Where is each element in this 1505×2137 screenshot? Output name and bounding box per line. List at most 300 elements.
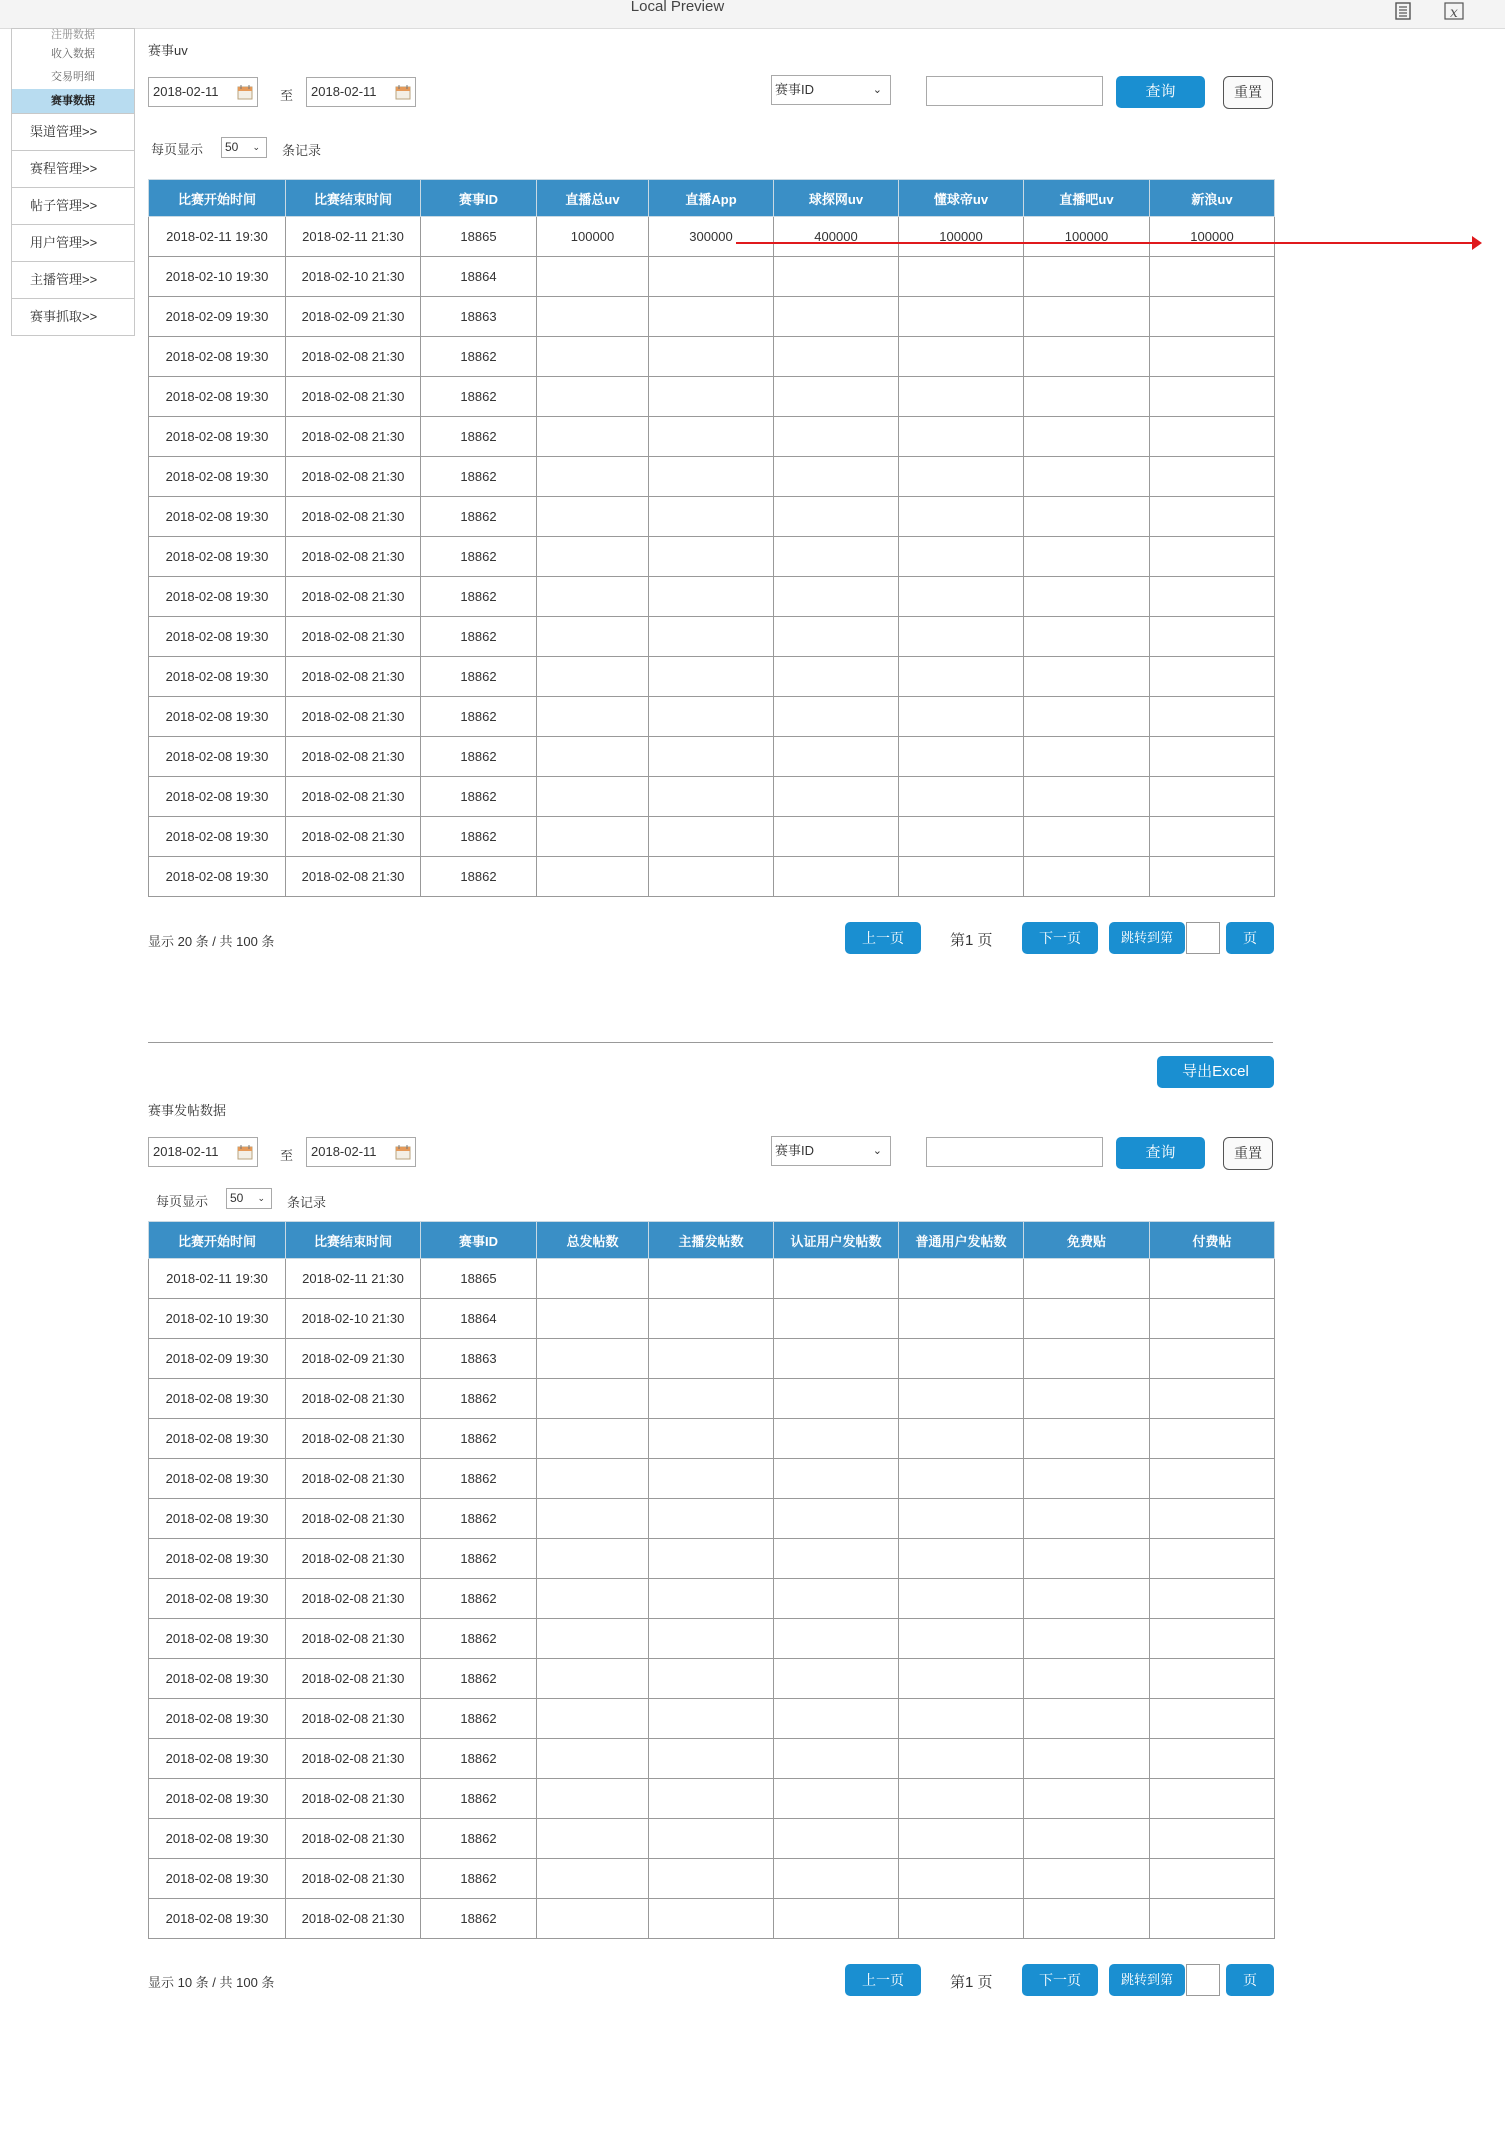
table-cell — [1024, 1819, 1150, 1859]
table-row — [149, 697, 1275, 737]
window-title: Local Preview — [630, 0, 725, 15]
uv-date-to-input[interactable] — [306, 77, 416, 107]
table-cell — [899, 1699, 1024, 1739]
table-cell — [1024, 1539, 1150, 1579]
column-header: 直播吧uv — [1024, 180, 1150, 217]
table-cell — [899, 497, 1024, 537]
table-cell — [1150, 1539, 1275, 1579]
table-cell: 2018-02-09 21:30 — [286, 297, 421, 337]
table-cell — [899, 657, 1024, 697]
table-cell — [1024, 657, 1150, 697]
table-cell: 18862 — [421, 657, 537, 697]
table-cell — [1024, 857, 1150, 897]
table-cell — [1150, 817, 1275, 857]
uv-date-from-value: 2018-02-11 — [153, 84, 219, 99]
table-cell — [774, 1779, 899, 1819]
document-icon[interactable] — [1393, 2, 1413, 20]
table-cell — [774, 1419, 899, 1459]
table-cell: 18862 — [421, 1459, 537, 1499]
table-cell — [899, 1579, 1024, 1619]
table-cell — [774, 577, 899, 617]
table-cell: 2018-02-08 19:30 — [149, 697, 286, 737]
table-cell — [1150, 1739, 1275, 1779]
uv-next-page-button[interactable]: 下一页 — [1022, 922, 1098, 954]
posts-records-label: 条记录 — [287, 1195, 327, 1210]
table-cell — [537, 417, 649, 457]
column-header: 比赛结束时间 — [286, 1222, 421, 1259]
table-cell: 2018-02-08 21:30 — [286, 537, 421, 577]
sidebar-subitem-income[interactable]: 收入数据 — [51, 48, 95, 60]
table-cell: 2018-02-08 19:30 — [149, 417, 286, 457]
uv-page-suffix-button[interactable]: 页 — [1226, 922, 1274, 954]
table-cell: 18862 — [421, 417, 537, 457]
table-cell — [1150, 457, 1275, 497]
table-cell — [537, 1419, 649, 1459]
table-cell: 18862 — [421, 537, 537, 577]
table-cell: 18862 — [421, 1499, 537, 1539]
uv-id-select-value: 赛事ID — [775, 82, 815, 97]
table-cell — [774, 297, 899, 337]
table-cell: 2018-02-10 19:30 — [149, 257, 286, 297]
posts-date-to-input[interactable] — [306, 1137, 416, 1167]
table-cell — [537, 737, 649, 777]
table-cell — [1024, 697, 1150, 737]
table-cell — [899, 1779, 1024, 1819]
table-row — [149, 1339, 1275, 1379]
uv-footer-info: 显示 20 条 / 共 100 条 — [148, 934, 275, 949]
table-cell: 2018-02-08 19:30 — [149, 377, 286, 417]
table-cell — [537, 1659, 649, 1699]
table-cell — [1024, 417, 1150, 457]
table-cell — [537, 1859, 649, 1899]
table-cell — [774, 1379, 899, 1419]
table-cell — [537, 1299, 649, 1339]
chevron-down-icon: ⌄ — [872, 84, 882, 96]
table-cell — [649, 297, 774, 337]
posts-page-suffix-button[interactable]: 页 — [1226, 1964, 1274, 1996]
table-cell: 2018-02-08 21:30 — [286, 497, 421, 537]
uv-per-page-label: 每页显示 — [151, 142, 204, 157]
table-cell: 2018-02-11 19:30 — [149, 1259, 286, 1299]
table-row — [149, 1659, 1275, 1699]
table-cell — [537, 817, 649, 857]
table-cell — [899, 857, 1024, 897]
table-cell — [1024, 1739, 1150, 1779]
sidebar-subitem-transactions[interactable]: 交易明细 — [51, 71, 95, 83]
sidebar-item-users[interactable]: 用户管理>> — [11, 225, 135, 262]
uv-jump-button[interactable]: 跳转到第 — [1109, 922, 1185, 954]
table-cell — [1150, 1819, 1275, 1859]
column-header: 懂球帝uv — [899, 180, 1024, 217]
table-row — [149, 777, 1275, 817]
table-cell — [1150, 1299, 1275, 1339]
table-cell — [899, 1419, 1024, 1459]
table-cell — [537, 497, 649, 537]
table-cell: 2018-02-08 19:30 — [149, 1779, 286, 1819]
uv-date-to-value: 2018-02-11 — [311, 84, 377, 99]
posts-footer-info: 显示 10 条 / 共 100 条 — [148, 1975, 275, 1990]
uv-page-size-select[interactable] — [221, 137, 267, 158]
table-cell — [899, 457, 1024, 497]
table-cell — [1024, 1859, 1150, 1899]
table-cell — [1150, 537, 1275, 577]
table-cell — [774, 1539, 899, 1579]
table-cell: 18862 — [421, 457, 537, 497]
sidebar-item-posts[interactable]: 帖子管理>> — [11, 188, 135, 225]
chevron-down-icon: ⌄ — [257, 1193, 265, 1203]
window-titlebar — [0, 0, 1505, 29]
table-cell — [1150, 1379, 1275, 1419]
arrow-right-icon — [1472, 236, 1482, 250]
sidebar-item-crawl[interactable]: 赛事抓取>> — [11, 299, 135, 336]
table-cell — [1150, 377, 1275, 417]
table-cell — [899, 417, 1024, 457]
posts-search-input[interactable] — [926, 1137, 1103, 1167]
table-cell — [1024, 577, 1150, 617]
uv-id-select[interactable] — [771, 75, 891, 105]
table-cell — [774, 1699, 899, 1739]
table-cell — [774, 1579, 899, 1619]
table-cell: 18864 — [421, 1299, 537, 1339]
table-cell: 18862 — [421, 817, 537, 857]
table-cell — [1150, 1459, 1275, 1499]
uv-page-size-value: 50 — [225, 140, 239, 154]
table-cell: 18862 — [421, 777, 537, 817]
posts-reset-button[interactable]: 重置 — [1223, 1137, 1273, 1170]
table-cell — [649, 417, 774, 457]
table-cell — [899, 817, 1024, 857]
table-cell: 18862 — [421, 857, 537, 897]
table-cell: 2018-02-08 19:30 — [149, 617, 286, 657]
table-cell — [774, 657, 899, 697]
svg-text:x: x — [1450, 5, 1458, 20]
table-cell: 2018-02-08 19:30 — [149, 1419, 286, 1459]
table-cell — [1024, 777, 1150, 817]
table-cell — [649, 337, 774, 377]
posts-query-button[interactable]: 查询 — [1116, 1137, 1205, 1169]
table-cell: 18862 — [421, 577, 537, 617]
table-cell — [649, 1659, 774, 1699]
table-cell — [537, 297, 649, 337]
table-cell: 18865 — [421, 1259, 537, 1299]
uv-records-label: 条记录 — [282, 143, 322, 158]
posts-prev-page-button[interactable]: 上一页 — [845, 1964, 921, 1996]
table-cell: 2018-02-08 19:30 — [149, 657, 286, 697]
table-cell: 2018-02-08 19:30 — [149, 777, 286, 817]
table-cell — [1024, 297, 1150, 337]
calendar-icon[interactable] — [237, 1144, 253, 1160]
table-cell — [537, 617, 649, 657]
table-cell: 18863 — [421, 1339, 537, 1379]
table-row — [149, 1459, 1275, 1499]
table-cell — [649, 1699, 774, 1739]
uv-jump-input[interactable] — [1186, 922, 1220, 954]
table-cell — [537, 777, 649, 817]
table-cell — [1024, 377, 1150, 417]
table-cell — [774, 617, 899, 657]
table-cell — [774, 1739, 899, 1779]
column-header: 比赛开始时间 — [149, 1222, 286, 1259]
table-cell — [774, 857, 899, 897]
table-cell — [1024, 497, 1150, 537]
table-row — [149, 1899, 1275, 1939]
table-cell — [649, 1819, 774, 1859]
sidebar-item-channels[interactable]: 渠道管理>> — [11, 113, 135, 151]
table-cell — [537, 1379, 649, 1419]
table-cell: 2018-02-08 21:30 — [286, 417, 421, 457]
table-cell — [537, 337, 649, 377]
table-cell — [774, 737, 899, 777]
table-cell — [537, 1739, 649, 1779]
table-cell — [649, 1739, 774, 1779]
table-cell — [1024, 1339, 1150, 1379]
formula-icon[interactable] — [1444, 2, 1464, 20]
table-cell — [1150, 857, 1275, 897]
table-cell: 2018-02-08 21:30 — [286, 1899, 421, 1939]
calendar-icon[interactable] — [237, 84, 253, 100]
table-cell — [1150, 1779, 1275, 1819]
table-cell: 2018-02-08 21:30 — [286, 1779, 421, 1819]
table-cell: 18862 — [421, 1859, 537, 1899]
table-cell — [899, 1539, 1024, 1579]
table-cell: 18862 — [421, 737, 537, 777]
posts-page-size-select[interactable] — [226, 1188, 272, 1209]
table-cell — [1150, 297, 1275, 337]
table-cell — [774, 1899, 899, 1939]
posts-jump-button[interactable]: 跳转到第 — [1109, 1964, 1185, 1996]
table-cell — [1150, 777, 1275, 817]
column-header: 免费贴 — [1024, 1222, 1150, 1259]
column-header: 直播总uv — [537, 180, 649, 217]
table-cell — [1024, 1699, 1150, 1739]
table-cell: 2018-02-08 19:30 — [149, 1459, 286, 1499]
table-cell — [774, 1659, 899, 1699]
annotation-arrow-line — [736, 242, 1472, 244]
table-row — [149, 577, 1275, 617]
table-cell — [899, 697, 1024, 737]
table-cell: 2018-02-08 19:30 — [149, 1739, 286, 1779]
table-cell — [649, 1459, 774, 1499]
table-cell: 2018-02-10 21:30 — [286, 1299, 421, 1339]
table-cell: 18862 — [421, 1659, 537, 1699]
table-cell — [1150, 1659, 1275, 1699]
uv-to-label: 至 — [280, 88, 294, 103]
table-cell — [649, 1499, 774, 1539]
table-row — [149, 497, 1275, 537]
table-cell — [537, 577, 649, 617]
table-cell — [1024, 1659, 1150, 1699]
posts-section-title: 赛事发帖数据 — [148, 1103, 227, 1118]
table-cell — [899, 1499, 1024, 1539]
uv-table — [148, 179, 1275, 897]
table-cell — [537, 1619, 649, 1659]
table-cell: 18862 — [421, 1739, 537, 1779]
uv-table-header — [149, 180, 1275, 217]
table-cell — [899, 1819, 1024, 1859]
table-cell: 2018-02-08 19:30 — [149, 337, 286, 377]
table-cell — [1024, 257, 1150, 297]
table-row — [149, 617, 1275, 657]
posts-table-header — [149, 1222, 1275, 1259]
table-row — [149, 1539, 1275, 1579]
table-cell — [537, 1259, 649, 1299]
table-cell: 2018-02-08 19:30 — [149, 1379, 286, 1419]
table-cell: 18862 — [421, 1419, 537, 1459]
table-cell — [1024, 1299, 1150, 1339]
table-cell — [899, 777, 1024, 817]
table-cell — [537, 1819, 649, 1859]
table-cell: 2018-02-08 21:30 — [286, 1499, 421, 1539]
table-cell: 2018-02-08 21:30 — [286, 377, 421, 417]
table-cell: 2018-02-08 19:30 — [149, 1819, 286, 1859]
table-cell — [1150, 617, 1275, 657]
table-cell — [899, 1659, 1024, 1699]
table-row — [149, 217, 1275, 257]
table-cell: 2018-02-08 21:30 — [286, 1619, 421, 1659]
table-cell: 18862 — [421, 1539, 537, 1579]
uv-prev-page-button[interactable]: 上一页 — [845, 922, 921, 954]
column-header: 主播发帖数 — [649, 1222, 774, 1259]
posts-date-from-input[interactable] — [148, 1137, 258, 1167]
table-row — [149, 1859, 1275, 1899]
table-cell: 2018-02-08 19:30 — [149, 1699, 286, 1739]
posts-to-label: 至 — [280, 1148, 294, 1163]
table-cell — [1150, 1579, 1275, 1619]
uv-date-from-input[interactable] — [148, 77, 258, 107]
table-cell: 2018-02-08 21:30 — [286, 657, 421, 697]
table-cell — [899, 1859, 1024, 1899]
section-divider — [148, 1042, 1273, 1043]
table-cell: 2018-02-11 19:30 — [149, 217, 286, 257]
table-row — [149, 1259, 1275, 1299]
table-cell — [1024, 1579, 1150, 1619]
table-cell — [1024, 737, 1150, 777]
table-cell — [537, 537, 649, 577]
table-row — [149, 1499, 1275, 1539]
table-cell — [537, 1779, 649, 1819]
table-cell: 2018-02-08 19:30 — [149, 817, 286, 857]
table-cell — [1150, 337, 1275, 377]
table-cell: 2018-02-08 21:30 — [286, 1539, 421, 1579]
table-row — [149, 1579, 1275, 1619]
table-cell: 2018-02-08 19:30 — [149, 457, 286, 497]
posts-per-page-label: 每页显示 — [156, 1194, 209, 1209]
uv-query-button[interactable]: 查询 — [1116, 76, 1205, 108]
table-cell — [649, 577, 774, 617]
table-cell — [649, 617, 774, 657]
table-cell: 2018-02-08 21:30 — [286, 1859, 421, 1899]
uv-search-input[interactable] — [926, 76, 1103, 106]
table-row — [149, 297, 1275, 337]
table-cell: 18862 — [421, 497, 537, 537]
table-cell: 2018-02-08 19:30 — [149, 577, 286, 617]
uv-reset-button[interactable]: 重置 — [1223, 76, 1273, 109]
table-cell — [1024, 617, 1150, 657]
posts-id-select[interactable] — [771, 1136, 891, 1166]
table-cell — [649, 537, 774, 577]
table-row — [149, 337, 1275, 377]
table-cell — [1024, 537, 1150, 577]
sidebar-subitem-register[interactable]: 注册数据 — [51, 29, 95, 41]
table-cell — [774, 697, 899, 737]
calendar-icon[interactable] — [395, 1144, 411, 1160]
sidebar-item-anchors[interactable]: 主播管理>> — [11, 262, 135, 299]
table-cell — [1150, 657, 1275, 697]
table-cell — [1150, 1339, 1275, 1379]
table-cell: 2018-02-08 19:30 — [149, 737, 286, 777]
table-cell: 18864 — [421, 257, 537, 297]
table-row — [149, 417, 1275, 457]
table-cell — [774, 377, 899, 417]
table-cell: 18862 — [421, 1899, 537, 1939]
table-cell: 2018-02-08 21:30 — [286, 1579, 421, 1619]
table-cell — [899, 537, 1024, 577]
table-cell — [1150, 697, 1275, 737]
column-header: 比赛开始时间 — [149, 180, 286, 217]
table-cell: 2018-02-08 19:30 — [149, 857, 286, 897]
table-cell: 2018-02-08 21:30 — [286, 617, 421, 657]
table-cell — [537, 697, 649, 737]
table-cell — [1150, 417, 1275, 457]
table-cell — [774, 497, 899, 537]
table-cell: 18862 — [421, 1579, 537, 1619]
table-cell — [774, 257, 899, 297]
table-cell — [899, 1459, 1024, 1499]
table-cell — [899, 617, 1024, 657]
table-row — [149, 657, 1275, 697]
sidebar-item-schedule[interactable]: 赛程管理>> — [11, 151, 135, 188]
table-cell — [1150, 257, 1275, 297]
table-cell: 18865 — [421, 217, 537, 257]
export-excel-button[interactable]: 导出Excel — [1157, 1056, 1274, 1088]
table-row — [149, 1699, 1275, 1739]
table-cell: 18862 — [421, 1779, 537, 1819]
column-header: 直播App — [649, 180, 774, 217]
table-cell: 18862 — [421, 1619, 537, 1659]
table-cell — [649, 457, 774, 497]
calendar-icon[interactable] — [395, 84, 411, 100]
chevron-down-icon: ⌄ — [872, 1145, 882, 1157]
table-cell — [649, 1419, 774, 1459]
table-cell — [649, 817, 774, 857]
table-cell: 2018-02-08 21:30 — [286, 1739, 421, 1779]
posts-next-page-button[interactable]: 下一页 — [1022, 1964, 1098, 1996]
table-cell: 2018-02-08 19:30 — [149, 1539, 286, 1579]
posts-jump-input[interactable] — [1186, 1964, 1220, 1996]
table-row — [149, 537, 1275, 577]
table-cell: 2018-02-08 19:30 — [149, 1499, 286, 1539]
table-cell — [649, 857, 774, 897]
table-cell — [537, 1339, 649, 1379]
posts-page-indicator: 第1 页 — [950, 1974, 993, 1991]
table-cell — [649, 1379, 774, 1419]
table-cell — [537, 1499, 649, 1539]
table-cell — [537, 1579, 649, 1619]
table-cell: 2018-02-10 19:30 — [149, 1299, 286, 1339]
table-cell: 2018-02-08 21:30 — [286, 337, 421, 377]
table-cell — [1024, 1259, 1150, 1299]
table-cell: 2018-02-08 19:30 — [149, 1859, 286, 1899]
table-cell — [899, 1339, 1024, 1379]
sidebar-subitem-match-data[interactable]: 赛事数据 — [12, 89, 134, 113]
table-cell: 2018-02-08 21:30 — [286, 697, 421, 737]
table-cell: 2018-02-08 19:30 — [149, 1659, 286, 1699]
table-cell: 2018-02-08 21:30 — [286, 457, 421, 497]
table-cell: 2018-02-09 19:30 — [149, 297, 286, 337]
table-cell — [649, 1539, 774, 1579]
table-cell: 2018-02-08 19:30 — [149, 1579, 286, 1619]
table-cell: 18863 — [421, 297, 537, 337]
